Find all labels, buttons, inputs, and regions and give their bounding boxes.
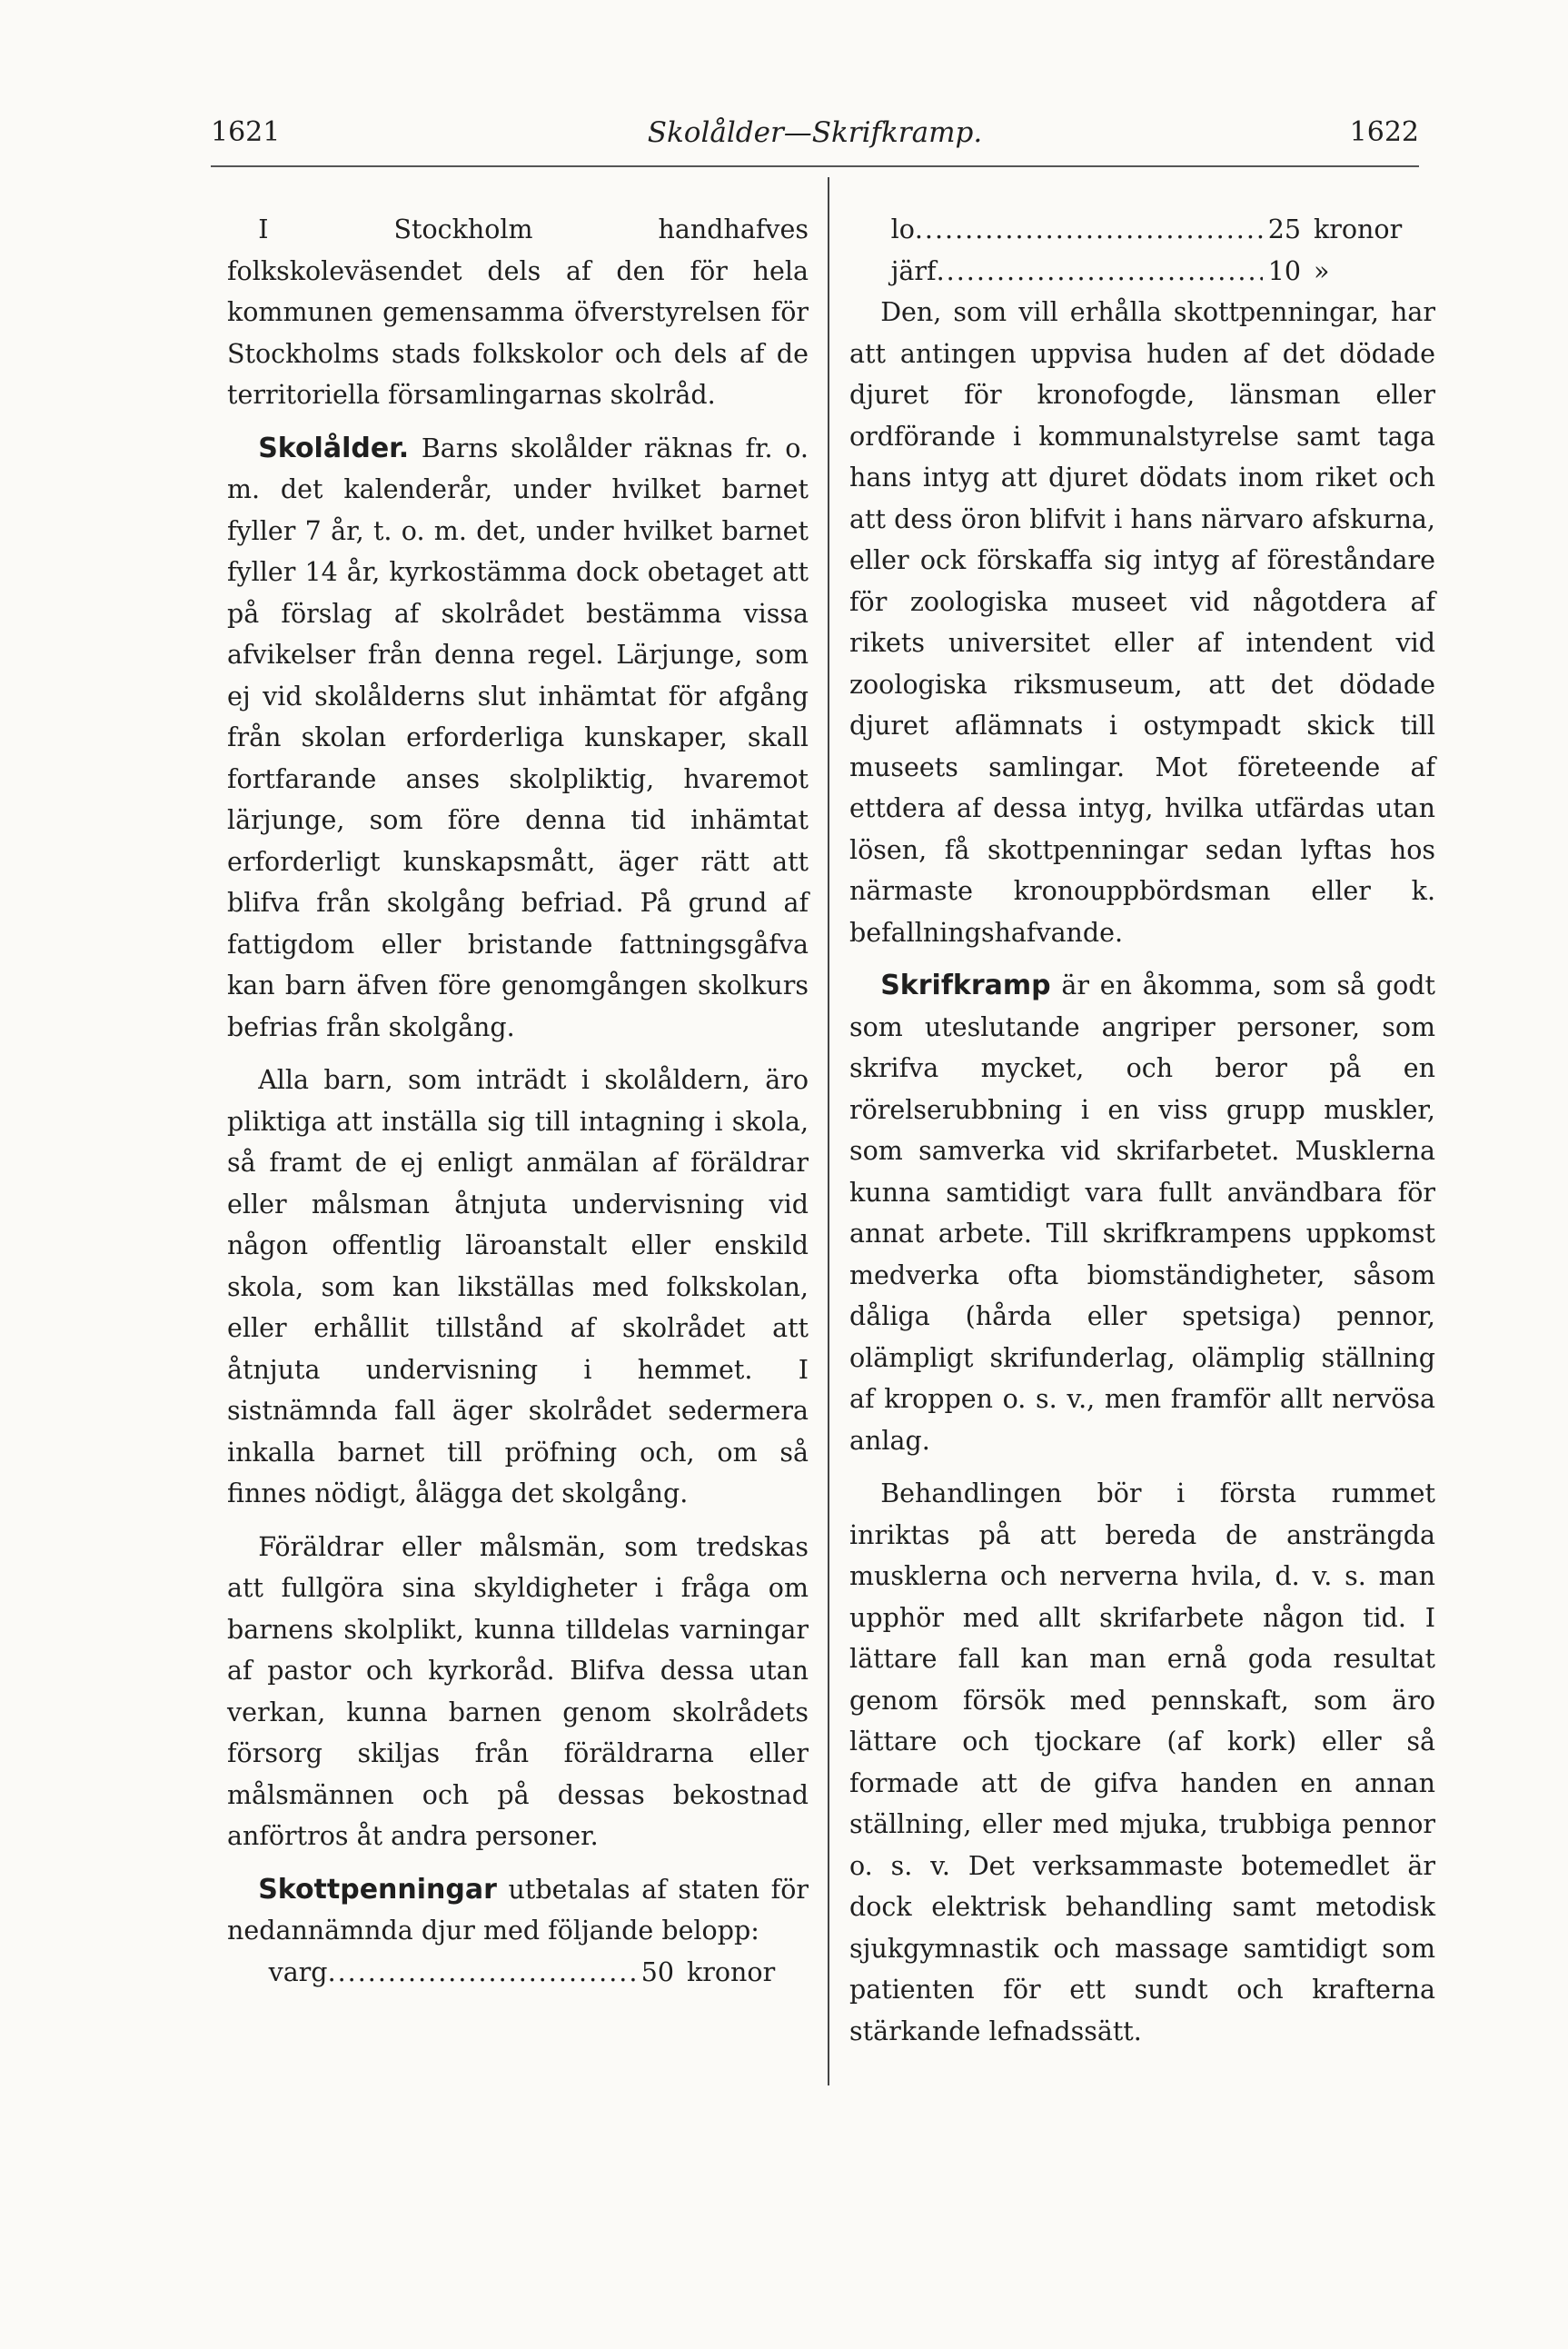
paragraph-foraldrar: Föräldrar eller målsmän, som tredskas att fullgöra sina skyldigheter i fråga om barnens skolplikt, kunna tilldelas varningar af pastor och kyrkoråd. Blifva dessa utan verkan, kunna barnen genom skolrådets försorg skiljas från föräldrarna eller målsmännen och på dessas bekostnad anförtros åt andra personer.	[227, 1531, 809, 1851]
price-animal: järf	[890, 255, 937, 286]
paragraph-stockholm: I Stockholm handhafves folkskoleväsendet dels af den för hela kommunen gemensamma öfverstyrelsen för Stockholms stads folkskolor och dels af de territoriella församlingarnas skolråd.	[227, 214, 809, 410]
entry-skrifkramp	[849, 965, 1435, 1461]
price-unit: »	[1314, 255, 1330, 286]
price-row-varg	[227, 1952, 809, 1994]
page-number-left: 1621	[211, 116, 281, 148]
price-animal: lo	[890, 214, 915, 244]
price-amount: 25	[1267, 214, 1301, 244]
leader-dots	[915, 209, 1263, 251]
paragraph-behandling: Behandlingen bör i första rummet inriktas på att bereda de ansträngda musklerna och nerverna hvila, d. v. s. man upphör med allt skrifarbete någon tid. I lättare fall kan man ernå goda resultat genom försök med pennskaft, som äro lättare och tjockare (af kork) eller så formade att de gifva handen en annan ställning, eller med mjuka, trubbiga pennor o. s. v. Det verksammaste botemedlet är dock elektrisk behandling samt metodisk sjukgymnastik och massage samtidigt som patienten för ett sundt och krafterna stärkande lefnadssätt.	[849, 1478, 1435, 2046]
column-divider	[828, 177, 829, 2085]
entry-skottpenningar	[227, 1869, 809, 1952]
price-amount: 50	[640, 1956, 674, 1987]
leader-dots	[937, 251, 1263, 293]
price-animal: varg	[268, 1956, 328, 1987]
page-number-right: 1622	[1349, 116, 1419, 148]
left-column	[227, 209, 809, 1993]
price-unit: kronor	[1314, 214, 1403, 244]
entry-term-skolalder: Skolålder.	[258, 432, 410, 464]
entry-term-skrifkramp: Skrifkramp	[880, 970, 1051, 1001]
right-column	[849, 209, 1435, 2064]
entry-text-skrifkramp: är en åkomma, som så godt som uteslutande angriper personer, som skrifva mycket, och beror på en rörelserubbning i en viss grupp muskler, som samverka vid skrifarbetet. Musklerna kunna samtidigt vara fullt användbara för annat arbete. Till skrifkrampens uppkomst medverka ofta biomständigheter, såsom dåliga (hårda eller spetsiga) pennor, olämpligt skrifunderlag, olämplig ställning af kroppen o. s. v., men framför allt nervösa anlag.	[849, 970, 1435, 1456]
paragraph-alla-barn: Alla barn, som inträdt i skolåldern, äro pliktiga att inställa sig till intagning i skola, så framt de ej enligt anmälan af föräldrar eller målsman åtnjuta undervisning vid någon offentlig läroanstalt eller enskild skola, som kan likställas med folkskolan, eller erhållit tillstånd af skolrådet att åtnjuta undervisning i hemmet. I sistnämnda fall äger skolrådet sedermera inkalla barnet till pröfning och, om så finnes nödigt, ålägga det skolgång.	[227, 1065, 809, 1508]
entry-text-skottpenningar: utbetalas af staten för nedannämnda djur med följande belopp:	[227, 1874, 809, 1946]
entry-skolalder	[227, 428, 809, 1049]
price-unit: kronor	[687, 1956, 776, 1987]
paragraph-den-som: Den, som vill erhålla skottpenningar, har att antingen uppvisa huden af det dödade djuret för kronofogde, länsman eller ordförande i kommunalstyrelse samt taga hans intyg att djuret dödats inom riket och att dess öron blifvit i hans närvaro afskurna, eller ock förskaffa sig intyg af föreståndare för zoologiska museet vid någotdera af rikets universitet eller af intendent vid zoologiska riksmuseum, att det dödade djuret aflämnats i ostympadt skick till museets samlingar. Mot företeende af ettdera af dessa intyg, hvilka utfärdas utan lösen, få skottpenningar sedan lyftas hos närmaste kronouppbördsman eller k. befallningshafvande.	[849, 297, 1435, 948]
entry-term-skottpenningar: Skottpenningar	[258, 1873, 497, 1906]
price-amount: 10	[1267, 255, 1301, 286]
running-title: Skolålder—Skrifkramp.	[647, 116, 983, 149]
page-header	[211, 116, 1419, 171]
header-rule	[211, 165, 1419, 167]
entry-text-skolalder: Barns skolålder räknas fr. o. m. det kalenderår, under hvilket barnet fyller 7 år, t. o. m. det, under hvilket barnet fyller 14 år, kyrkostämma dock obetaget att på förslag af skolrådet bestämma vissa afvikelser från denna regel. Lärjunge, som ej vid skolålderns slut inhämtat för afgång från skolan erforderliga kunskaper, skall fortfarande anses skolpliktig, hvaremot lärjunge, som före denna tid inhämtat erforderligt kunskapsmått, äger rätt att blifva från skolgång befriad. På grund af fattigdom eller bristande fattningsgåfva kan barn äfven före genomgången skolkurs befrias från skolgång.	[227, 433, 809, 1042]
price-row-lo	[849, 209, 1435, 251]
leader-dots	[328, 1952, 636, 1994]
price-row-jarf	[849, 251, 1435, 293]
